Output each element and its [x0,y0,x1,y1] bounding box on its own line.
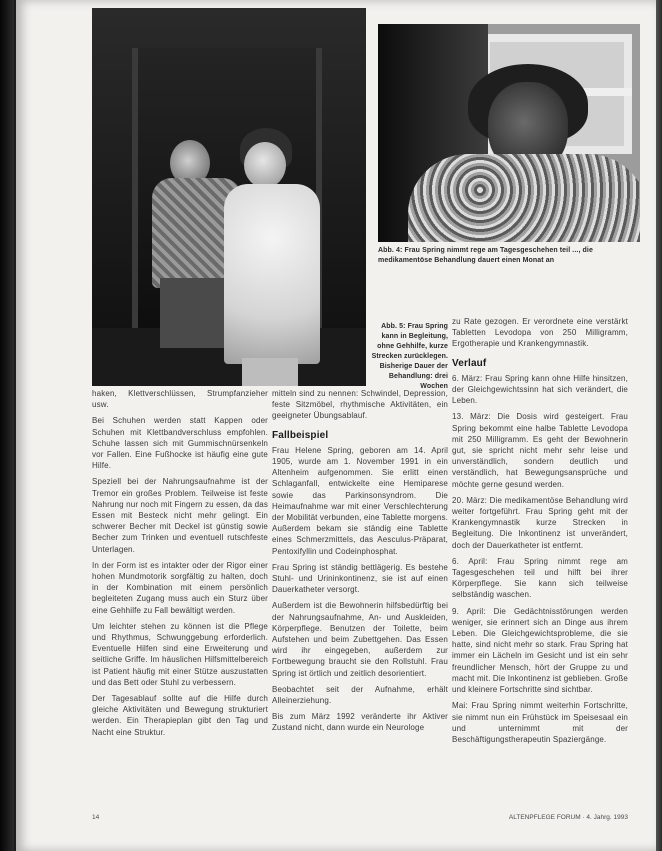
paragraph: Bis zum März 1992 veränderte ihr Aktiver Zustand nicht, dann wurde ein Neurologe [272,712,448,733]
text-column-1 [92,388,268,743]
text-column-3 [452,316,628,750]
heading-verlauf: Verlauf [452,357,487,369]
paragraph: Bei Schuhen werden statt Kappen oder Schuhen mit Klettbandverschluss empfohlen. Schuhe lassen sich mit Gummischnürsenkeln vor Fallen. Eine Fußhocke ist häufig eine gute Hilfe. [92,416,268,471]
paragraph: mitteln sind zu nennen: Schwindel, Depression, feste Sitzmöbel, rhythmische Aktivitäten, ein geeigneter Übungsablauf. [272,389,448,421]
paragraph: 6. März: Frau Spring kann ohne Hilfe hinsitzen, der Gleichgewichtssinn hat sich verändert, die Leben. [452,373,628,406]
journal-footer: ALTENPFLEGE FORUM · 4. Jahrg. 1993 [508,814,628,821]
paragraph: 6. April: Frau Spring nimmt rege am Tagesgeschehen teil und hilft bei ihrer Körperpflege. Sie kann sich teilweise selbständig waschen. [452,556,628,600]
magazine-page [16,0,656,851]
paragraph: 13. März: Die Dosis wird gesteigert. Frau Spring bekommt eine halbe Tablette Levodopa mit 250 Milligramm. Es geht der Bewohnerin gut, sie spricht nicht mehr sehr leise und unverständlich, sondern deutlich und verständlich, hat Bewegungsansprüche und möchte gerne gesund werden. [452,412,628,489]
heading-fallbeispiel: Fallbeispiel [272,429,329,441]
paragraph: Beobachtet seit der Aufnahme, erhält Alleinerziehung. [272,684,448,706]
scan-edge [0,0,14,851]
photo-woman-portrait [378,24,640,242]
paragraph: zu Rate gezogen. Er verordnete eine verstärkt Tabletten Levodopa von 250 Milligramm, Ergotherapie und Krankengymnastik. [452,317,628,349]
page-number: 14 [92,814,100,821]
caption-fig4: Abb. 4: Frau Spring nimmt rege am Tagesgeschehen teil ..., die medikamentöse Behandlung dauert einen Monat an [378,247,593,264]
paragraph: Frau Spring ist ständig bettlägerig. Es bestehe Stuhl- und Urininkontinenz, sie ist auf einen Dauerkatheter versorgt. [272,562,448,595]
photo-two-women-walking [92,8,366,386]
paragraph: Der Tagesablauf sollte auf die Hilfe durch gleiche Aktivitäten und Bewegung strukturiert werden. Ein Therapieplan gibt den Tag und Nacht eine Struktur. [92,694,268,737]
paragraph: 20. März: Die medikamentöse Behandlung wird weiter fortgeführt. Frau Spring geht mit der Krankengymnastik kurze Strecken in Begleitung. Die Inkontinenz ist unverändert, doch der Dauerkatheter ist entfernt. [452,495,628,550]
paragraph: Speziell bei der Nahrungsaufnahme ist der Tremor ein großes Problem. Teilweise ist feste Nahrung nur noch mit Fingern zu essen, da das Essen mit Besteck nicht mehr gelingt. Ein schwerer Becher mit Deckel ist günstig sowie Becher zum Trinken und eventuell rutschfeste Unterlagen. [92,477,268,554]
paragraph: Mai: Frau Spring nimmt weiterhin Fortschritte, sie nimmt nun ein Frühstück im Speisesaal ein und unternimmt mit der Beschäftigungstherapeutin Spaziergänge. [452,701,628,744]
text-column-2 [272,388,448,739]
paragraph: haken, Klettverschlüssen, Strumpfanzieher usw. [92,389,268,410]
paragraph: Frau Helene Spring, geboren am 14. April 1905, wurde am 1. November 1991 in ein Altenheim aufgenommen. Sie erlitt einen Schlaganfall, entwickelte eine Hemiparese sowie das Parkinsonsyndrom. Die Heimaufnahme war mit einer Verschlechterung der Mobilität verbunden, eine Tablette morgens. Außerdem bekam sie ständig eine Tablette eines Schmerzmittels, das Aesculus-Präparat, Pentoxifyllin und Codeinphosphat. [272,445,448,556]
paragraph: 9. April: Die Gedächtnisstörungen werden weniger, sie erinnert sich an Dinge aus ihrem Leben. Die Gleichgewichtsprobleme, die sie hatte, sind nicht mehr so stark. Frau Spring hat immer ein Lächeln im Gesicht und ist ein sehr freundlicher Mensch, hört der Gruppe zu und macht mit. Die Inkontinenz ist geblieben. Große und kleinere Fortschritte sind sichtbar. [452,606,628,695]
caption-fig5: Abb. 5: Frau Spring kann in Begleitung, ohne Gehhilfe, kurze Strecken zurücklegen. Bisherige Dauer der Behandlung: drei Wochen [371,323,448,390]
paragraph: In der Form ist es intakter oder der Rigor einer hohen Mundmotorik sorgfältig zu halten, doch in der Kombination mit einem persönlich begleiteten Zugang muss auch ein Sturz über eine Gehhilfe zu Fall bewältigt werden. [92,560,268,615]
paragraph: Außerdem ist die Bewohnerin hilfsbedürftig bei der Nahrungsaufnahme, An- und Auskleiden, Körperpflege. Benutzen der Toilette, beim Aufstehen und beim Zubettgehen. Das Essen wird ihr eingegeben, außerdem zur Fortbewegung braucht sie den Rollstuhl. Frau Spring ist örtlich und zeitlich desorientiert. [272,601,448,678]
paragraph: Um leichter stehen zu können ist die Pflege und Rhythmus, Schwunggebung erforderlich. Eventuelle Hilfen sind eine Erweiterung und seitliche Griffe. Im häuslichen Hilfsmittelbereich ist Patient häufig mit einer Stütze auszustatten und das Bett oder Stuhl zu verbessern. [92,621,268,687]
